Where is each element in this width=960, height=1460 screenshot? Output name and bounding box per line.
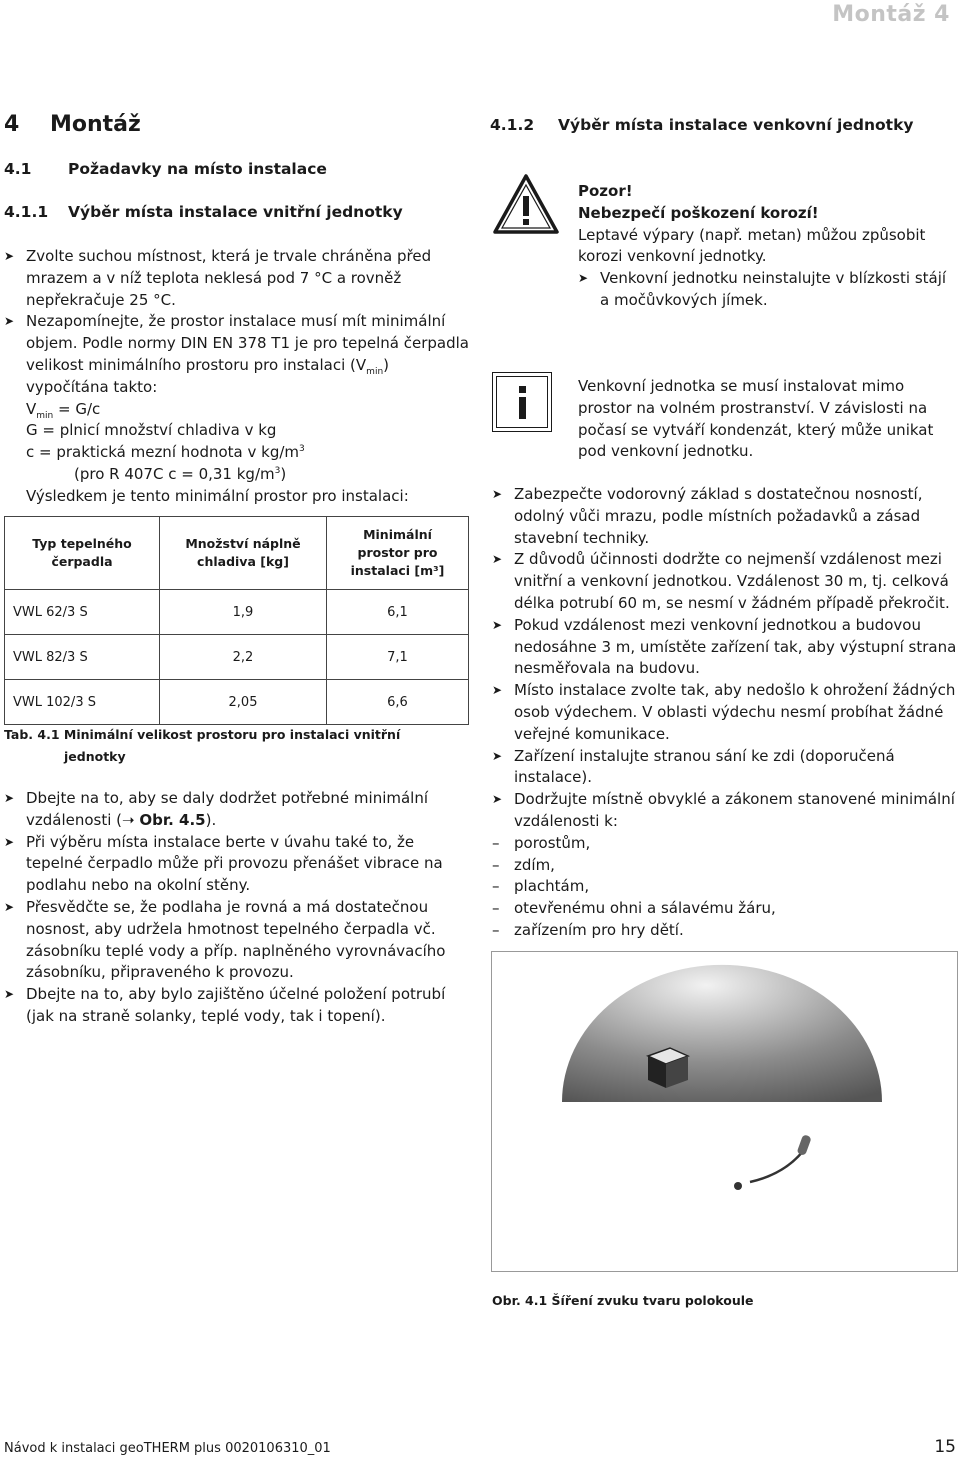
subsection-title: Požadavky na místo instalace — [68, 160, 327, 178]
section-number: 4 — [4, 112, 20, 137]
bullet-foundation: ➤ Zabezpečte vodorovný základ s dostatečnou nosností, odolný vůči mrazu, podle místních požadavků a zásad stavební techniky. — [492, 484, 958, 549]
table-header-row — [5, 517, 469, 590]
formula-block — [4, 399, 469, 508]
warning-triangle-icon — [492, 172, 560, 240]
table-cell: VWL 82/3 S — [5, 635, 160, 680]
warning-title: Pozor! — [578, 182, 633, 200]
bullet-min-distances-local: ➤ Dodržujte místně obvyklé a zákonem stanovené minimální vzdálenosti k: — [492, 789, 958, 833]
table-cell: 7,1 — [327, 635, 469, 680]
warning-bullet: ➤ Venkovní jednotku neinstalujte v blízkosti stájí a močůvkových jímek. — [578, 268, 958, 312]
subsection-number: 4.1.1 — [4, 203, 49, 221]
warning-block — [578, 181, 958, 312]
table-row — [5, 680, 469, 725]
bullet-vibrations: ➤ Při výběru místa instalace berte v úvahu také to, že tepelné čerpadlo může při provozu přenášet vibrace na podlahu nebo na okolní stěny. — [4, 832, 469, 897]
dash-item: – zdím, — [492, 855, 958, 877]
bullet-floor: ➤ Přesvědčte se, že podlaha je rovná a má dostatečnou nosnost, aby udržela hmotnost tepelného čerpadla vč. zásobníku teplé vody a příp. naplněného vyrovnávacího zásobníku, připraveného k provozu. — [4, 897, 469, 984]
warning-subtitle: Nebezpečí poškození korozí! — [578, 203, 819, 222]
right-bullets-block — [492, 484, 958, 942]
subsection-heading-4-1 — [4, 160, 327, 178]
table-cell: 2,2 — [160, 635, 327, 680]
table-cell: 2,05 — [160, 680, 327, 725]
table-header: Množství náplně chladiva [kg] — [160, 517, 327, 590]
table-header: Typ tepelného čerpadla — [5, 517, 160, 590]
microphone-icon — [734, 1134, 812, 1190]
bullet-distance: ➤ Z důvodů účinnosti dodržte co nejmenší vzdálenost mezi vnitřní a venkovní jednotkou. Vzdálenost 30 m, tj. celková délka potrubí 60 m, se nesmí v žádném případě překročit. — [492, 549, 958, 614]
sound-hemisphere-illustration — [492, 952, 957, 1271]
table-cell: VWL 62/3 S — [5, 590, 160, 635]
table-cell: 1,9 — [160, 590, 327, 635]
formula-vmin: $V_{min} = G/c$ — [26, 399, 101, 421]
dash-item: – plachtám, — [492, 876, 958, 898]
outdoor-unit-icon — [648, 1048, 688, 1088]
min-space-table — [4, 516, 469, 725]
subsection-title: Výběr místa instalace venkovní jednotky — [558, 116, 914, 134]
running-header: Montáž 4 — [832, 2, 950, 27]
dash-item: – porostům, — [492, 833, 958, 855]
info-icon — [492, 372, 552, 432]
subsection-number: 4.1 — [4, 160, 32, 178]
result-line: Výsledkem je tento minimální prostor pro instalaci: — [26, 486, 409, 505]
formula-r407c: (pro R 407C c = 0,31 $kg/m^3$) — [74, 464, 287, 483]
table-cell: 6,6 — [327, 680, 469, 725]
info-text: Venkovní jednotka se musí instalovat mimo prostor na volném prostranství. V závislosti na počasí se vytváří kondenzát, který může unikat pod venkovní jednotku. — [578, 377, 934, 461]
hemisphere-figure — [491, 951, 958, 1272]
left-intro-block — [4, 246, 469, 508]
section-heading — [4, 112, 141, 137]
table-header: Minimální prostor pro instalaci [m³] — [327, 517, 469, 590]
subsection-heading-4-1-1 — [4, 203, 403, 221]
table-row — [5, 635, 469, 680]
table-row — [5, 590, 469, 635]
left-bullets-block — [4, 788, 469, 1028]
bullet-min-distances: ➤ Dbejte na to, aby se daly dodržet potřebné minimální vzdálenosti (➝ Obr. 4.5). — [4, 788, 469, 832]
warning-text: Leptavé výpary (např. metan) můžou způsobit korozi venkovní jednotky. — [578, 225, 926, 266]
formula-g: G = plnicí množství chladiva v kg — [26, 421, 277, 440]
bullet-dry-room: ➤ Zvolte suchou místnost, která je trvale chráněna před mrazem a v níž teplota neklesá pod 7 °C a rovněž nepřekračuje 25 °C. — [4, 246, 469, 311]
subsection-number: 4.1.2 — [490, 116, 535, 134]
page-number: 15 — [934, 1437, 956, 1457]
table-caption: Tab. 4.1 Minimální velikost prostoru pro instalaci vnitřní jednotky — [4, 727, 401, 764]
dash-item: – otevřenému ohni a sálavému žáru, — [492, 898, 958, 920]
subsection-title: Výběr místa instalace vnitřní jednotky — [68, 203, 403, 221]
section-title: Montáž — [50, 112, 141, 137]
footer-document-title: Návod k instalaci geoTHERM plus 0020106310_01 — [4, 1441, 331, 1456]
bullet-intake-wall: ➤ Zařízení instalujte stranou sání ke zdi (doporučená instalace). — [492, 746, 958, 790]
figure-caption: Obr. 4.1 Šíření zvuku tvaru polokoule — [492, 1293, 754, 1308]
subsection-heading-4-1-2 — [490, 116, 913, 134]
bullet-exhaust: ➤ Místo instalace zvolte tak, aby nedošlo k ohrožení žádných osob výdechem. V oblasti výdechu nesmí probíhat žádné veřejné komunikace. — [492, 680, 958, 745]
bullet-min-volume: ➤ Nezapomínejte, že prostor instalace musí mít minimální objem. Podle normy DIN EN 378 T1 je pro tepelná čerpadla velikost minimálního prostoru pro instalaci $(V_{min})$ vypočítána takto: — [4, 311, 469, 398]
dash-item: – zařízením pro hry dětí. — [492, 920, 958, 942]
table-cell: 6,1 — [327, 590, 469, 635]
figure-reference-link[interactable]: Obr. 4.5 — [139, 810, 206, 829]
formula-c: c = praktická mezní hodnota v $kg/m^3$ — [26, 443, 305, 462]
bullet-piping: ➤ Dbejte na to, aby bylo zajištěno účelné položení potrubí (jak na straně solanky, teplé vody, tak i topení). — [4, 984, 469, 1028]
bullet-building: ➤ Pokud vzdálenost mezi venkovní jednotkou a budovou nedosáhne 3 m, umístěte zařízení tak, aby výstupní strana nesměřovala na budovu. — [492, 615, 958, 680]
table-cell: VWL 102/3 S — [5, 680, 160, 725]
